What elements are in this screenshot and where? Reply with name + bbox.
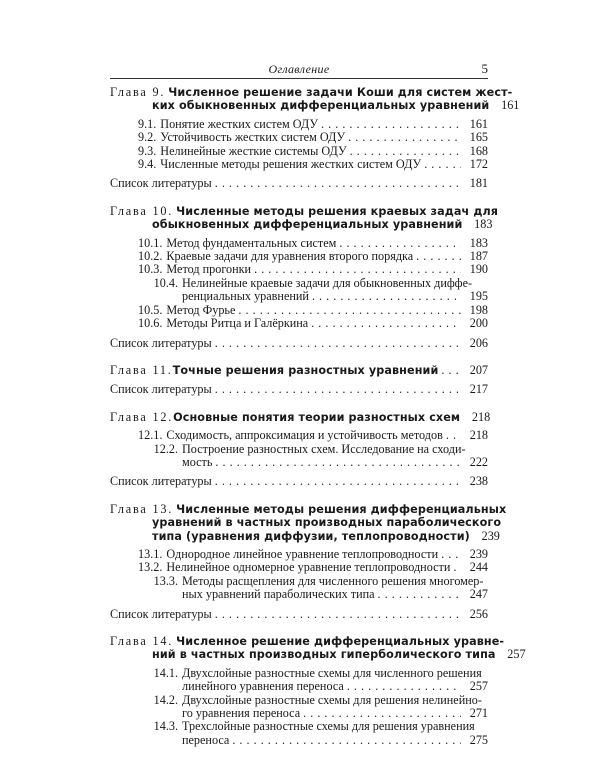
section-number: 9.3. bbox=[138, 143, 157, 158]
section-number: 10.2. bbox=[138, 249, 163, 264]
chapter-label: Глава 10. bbox=[110, 203, 174, 218]
section-entry[interactable] bbox=[110, 158, 488, 171]
chapter-title: уравнений в частных производных параболического bbox=[152, 516, 502, 530]
section-entry[interactable] bbox=[110, 429, 488, 442]
chapter-title: Основные понятия теории разностных схем bbox=[173, 410, 461, 424]
chapter-entry[interactable] bbox=[110, 501, 507, 621]
chapter-entry[interactable] bbox=[110, 85, 520, 191]
section-title: Устойчивость жестких систем ОДУ bbox=[160, 130, 346, 145]
running-head-title: Оглавление bbox=[268, 62, 330, 76]
section-entry[interactable] bbox=[110, 548, 488, 561]
dot-leader bbox=[416, 250, 461, 263]
dot-leader bbox=[311, 317, 461, 330]
dot-leader bbox=[378, 588, 461, 601]
section-title: ных уравнений параболических типа bbox=[182, 587, 375, 602]
dot-leader bbox=[348, 131, 461, 144]
section-entry[interactable] bbox=[110, 707, 488, 720]
chapter-heading-line bbox=[110, 364, 488, 377]
chapter-entry[interactable] bbox=[110, 364, 488, 397]
literature-entry[interactable] bbox=[110, 608, 488, 621]
chapter-heading-line bbox=[110, 409, 491, 424]
literature-label: Список литературы bbox=[110, 176, 212, 191]
section-entry[interactable] bbox=[110, 720, 488, 733]
chapter-label: Глава 12. bbox=[110, 409, 174, 424]
section-entry[interactable] bbox=[110, 443, 488, 456]
section-page-number: 198 bbox=[469, 302, 488, 317]
section-title: ренциальных уравнений bbox=[182, 289, 309, 304]
table-of-contents bbox=[110, 85, 526, 761]
section-number: 10.3. bbox=[138, 262, 163, 277]
section-entry[interactable] bbox=[110, 118, 488, 131]
chapter-label: Глава 13. bbox=[110, 501, 174, 516]
dot-leader bbox=[215, 383, 461, 396]
section-page-number: 183 bbox=[469, 235, 488, 250]
section-number: 10.6. bbox=[138, 316, 163, 331]
section-list bbox=[110, 237, 488, 331]
section-page-number: 239 bbox=[469, 546, 488, 561]
section-entry[interactable] bbox=[110, 290, 488, 303]
section-title: Двухслойные разностные схемы для решения нелинейно- bbox=[182, 692, 482, 707]
section-title: Метод Фурье bbox=[166, 302, 236, 317]
dot-leader bbox=[215, 337, 461, 350]
section-number: 9.4. bbox=[138, 157, 157, 172]
section-list bbox=[110, 118, 488, 172]
section-page-number: 275 bbox=[469, 732, 488, 747]
chapter-heading-line bbox=[110, 516, 502, 530]
section-title: Методы Ритца и Галёркина bbox=[166, 316, 309, 331]
section-page-number: 190 bbox=[469, 262, 488, 277]
section-entry[interactable] bbox=[110, 131, 488, 144]
section-page-number: 168 bbox=[469, 143, 488, 158]
literature-page-number: 206 bbox=[469, 335, 488, 350]
chapter-heading-line bbox=[110, 501, 507, 516]
section-number: 10.1. bbox=[138, 235, 163, 250]
section-page-number: 200 bbox=[469, 316, 488, 331]
section-entry[interactable] bbox=[110, 588, 488, 601]
chapter-heading-line bbox=[110, 98, 520, 113]
section-title: Нелинейное одномерное уравнение теплопроводности bbox=[166, 560, 451, 575]
section-title: Численные методы решения жестких систем ОДУ bbox=[160, 157, 422, 172]
chapter-heading-line bbox=[110, 85, 513, 99]
chapter-page-number: 183 bbox=[474, 217, 493, 232]
section-number: 12.2. bbox=[153, 441, 178, 456]
chapter-entry[interactable] bbox=[110, 634, 526, 747]
dot-leader bbox=[215, 608, 461, 621]
literature-entry[interactable] bbox=[110, 177, 488, 190]
section-page-number: 247 bbox=[469, 587, 488, 602]
section-page-number: 244 bbox=[469, 560, 488, 575]
dot-leader bbox=[303, 707, 461, 720]
section-title: Трехслойные разностные схемы для решения уравнения bbox=[182, 719, 475, 734]
chapter-page-number: 161 bbox=[501, 98, 520, 113]
section-title: Краевые задачи для уравнения второго порядка bbox=[166, 249, 414, 264]
literature-label: Список литературы bbox=[110, 474, 212, 489]
chapter-title: Точные решения разностных уравнений bbox=[172, 363, 439, 377]
chapter-label: Глава 11. bbox=[110, 362, 173, 377]
literature-entry[interactable] bbox=[110, 475, 488, 488]
section-list bbox=[110, 429, 488, 469]
section-number: 14.3. bbox=[153, 719, 178, 734]
literature-entry[interactable] bbox=[110, 383, 488, 396]
literature-label: Список литературы bbox=[110, 335, 212, 350]
chapter-page-number: 257 bbox=[507, 647, 526, 662]
section-title: Методы расщепления для численного решения многомер- bbox=[182, 573, 484, 588]
section-title: Метод прогонки bbox=[166, 262, 252, 277]
chapter-label: Глава 9. bbox=[110, 85, 166, 99]
section-title: Метод фундаментальных систем bbox=[166, 235, 337, 250]
section-number: 13.1. bbox=[138, 546, 163, 561]
dot-leader bbox=[215, 177, 461, 190]
dot-leader bbox=[446, 429, 461, 442]
section-title: Однородное линейное уравнение теплопроводности bbox=[166, 546, 439, 561]
section-title: Понятие жестких систем ОДУ bbox=[160, 116, 319, 131]
section-number: 9.1. bbox=[138, 116, 157, 131]
chapter-title: ний в частных производных гиперболического типа bbox=[152, 648, 496, 662]
section-number: 14.1. bbox=[153, 665, 178, 680]
section-page-number: 187 bbox=[469, 249, 488, 264]
dot-leader bbox=[441, 548, 461, 561]
section-number: 12.1. bbox=[138, 428, 163, 443]
section-title: мость bbox=[182, 454, 213, 469]
section-number: 14.2. bbox=[153, 692, 178, 707]
dot-leader bbox=[424, 158, 461, 171]
dot-leader bbox=[321, 118, 461, 131]
section-title: го уравнения переноса bbox=[182, 706, 301, 721]
chapter-entry[interactable] bbox=[110, 409, 491, 489]
chapter-title: обыкновенных дифференциальных уравнений bbox=[152, 218, 463, 232]
section-entry[interactable] bbox=[110, 734, 488, 747]
section-title: Двухслойные разностные схемы для численного решения bbox=[182, 665, 482, 680]
section-page-number: 161 bbox=[469, 116, 488, 131]
running-head bbox=[110, 60, 488, 79]
chapter-page-number: 207 bbox=[469, 362, 488, 377]
section-page-number: 271 bbox=[469, 706, 488, 721]
section-number: 9.2. bbox=[138, 130, 157, 145]
section-entry[interactable] bbox=[110, 667, 488, 680]
literature-page-number: 256 bbox=[469, 606, 488, 621]
section-entry[interactable] bbox=[110, 456, 488, 469]
section-entry[interactable] bbox=[110, 694, 488, 707]
dot-leader bbox=[453, 561, 461, 574]
section-number: 13.3. bbox=[153, 573, 178, 588]
dot-leader bbox=[339, 237, 461, 250]
literature-page-number: 217 bbox=[469, 382, 488, 397]
dot-leader bbox=[312, 290, 461, 303]
section-entry[interactable] bbox=[110, 145, 488, 158]
section-page-number: 195 bbox=[469, 289, 488, 304]
section-title: линейного уравнения переноса bbox=[182, 679, 344, 694]
dot-leader bbox=[215, 475, 461, 488]
chapter-title: Численное решение задачи Коши для систем жест- bbox=[168, 86, 513, 99]
section-title: переноса bbox=[182, 732, 230, 747]
literature-label: Список литературы bbox=[110, 606, 212, 621]
section-entry[interactable] bbox=[110, 304, 488, 317]
dot-leader bbox=[254, 263, 461, 276]
literature-entry[interactable] bbox=[110, 337, 488, 350]
chapter-title: Численное решение дифференциальных уравне- bbox=[176, 635, 505, 648]
chapter-label: Глава 14. bbox=[110, 634, 174, 648]
literature-page-number: 238 bbox=[469, 474, 488, 489]
chapter-heading-line bbox=[110, 217, 493, 232]
section-page-number: 257 bbox=[469, 679, 488, 694]
section-title: Построение разностных схем. Исследование на сходи- bbox=[182, 441, 466, 456]
page-number: 5 bbox=[481, 61, 488, 76]
section-page-number: 172 bbox=[469, 157, 488, 172]
dot-leader bbox=[232, 734, 461, 747]
section-title: Нелинейные краевые задачи для обыкновенных диффе- bbox=[182, 275, 473, 290]
section-page-number: 222 bbox=[469, 454, 488, 469]
dot-leader bbox=[215, 456, 461, 469]
chapter-heading-line bbox=[110, 203, 499, 218]
section-page-number: 165 bbox=[469, 130, 488, 145]
section-title: Нелинейные жесткие системы ОДУ bbox=[160, 143, 347, 158]
dot-leader bbox=[347, 680, 461, 693]
dot-leader bbox=[238, 304, 461, 317]
section-entry[interactable] bbox=[110, 277, 488, 290]
section-number: 10.5. bbox=[138, 302, 163, 317]
dot-leader bbox=[350, 145, 461, 158]
chapter-page-number: 239 bbox=[481, 528, 500, 543]
chapter-title: Численные методы решения краевых задач для bbox=[176, 204, 499, 218]
literature-page-number: 181 bbox=[469, 176, 488, 191]
chapter-heading-line bbox=[110, 528, 500, 543]
section-list bbox=[110, 667, 488, 747]
chapter-title: Численные методы решения дифференциальных bbox=[176, 502, 507, 516]
section-entry[interactable] bbox=[110, 561, 488, 574]
chapter-title: типа (уравнения диффузии, теплопроводности) bbox=[152, 529, 470, 543]
section-number: 13.2. bbox=[138, 560, 163, 575]
section-entry[interactable] bbox=[110, 250, 488, 263]
section-entry[interactable] bbox=[110, 317, 488, 330]
chapter-entry[interactable] bbox=[110, 203, 499, 350]
dot-leader bbox=[441, 364, 461, 377]
chapter-heading-line bbox=[110, 634, 505, 648]
literature-label: Список литературы bbox=[110, 382, 212, 397]
section-list bbox=[110, 548, 488, 602]
chapter-title: ких обыкновенных дифференциальных уравнений bbox=[152, 99, 490, 113]
section-entry[interactable] bbox=[110, 680, 488, 693]
section-entry[interactable] bbox=[110, 263, 488, 276]
section-entry[interactable] bbox=[110, 237, 488, 250]
chapter-heading-line bbox=[110, 647, 526, 662]
section-number: 10.4. bbox=[153, 275, 178, 290]
section-title: Сходимость, аппроксимация и устойчивость методов bbox=[166, 428, 443, 443]
section-entry[interactable] bbox=[110, 575, 488, 588]
section-page-number: 218 bbox=[469, 428, 488, 443]
chapter-page-number: 218 bbox=[471, 409, 491, 424]
